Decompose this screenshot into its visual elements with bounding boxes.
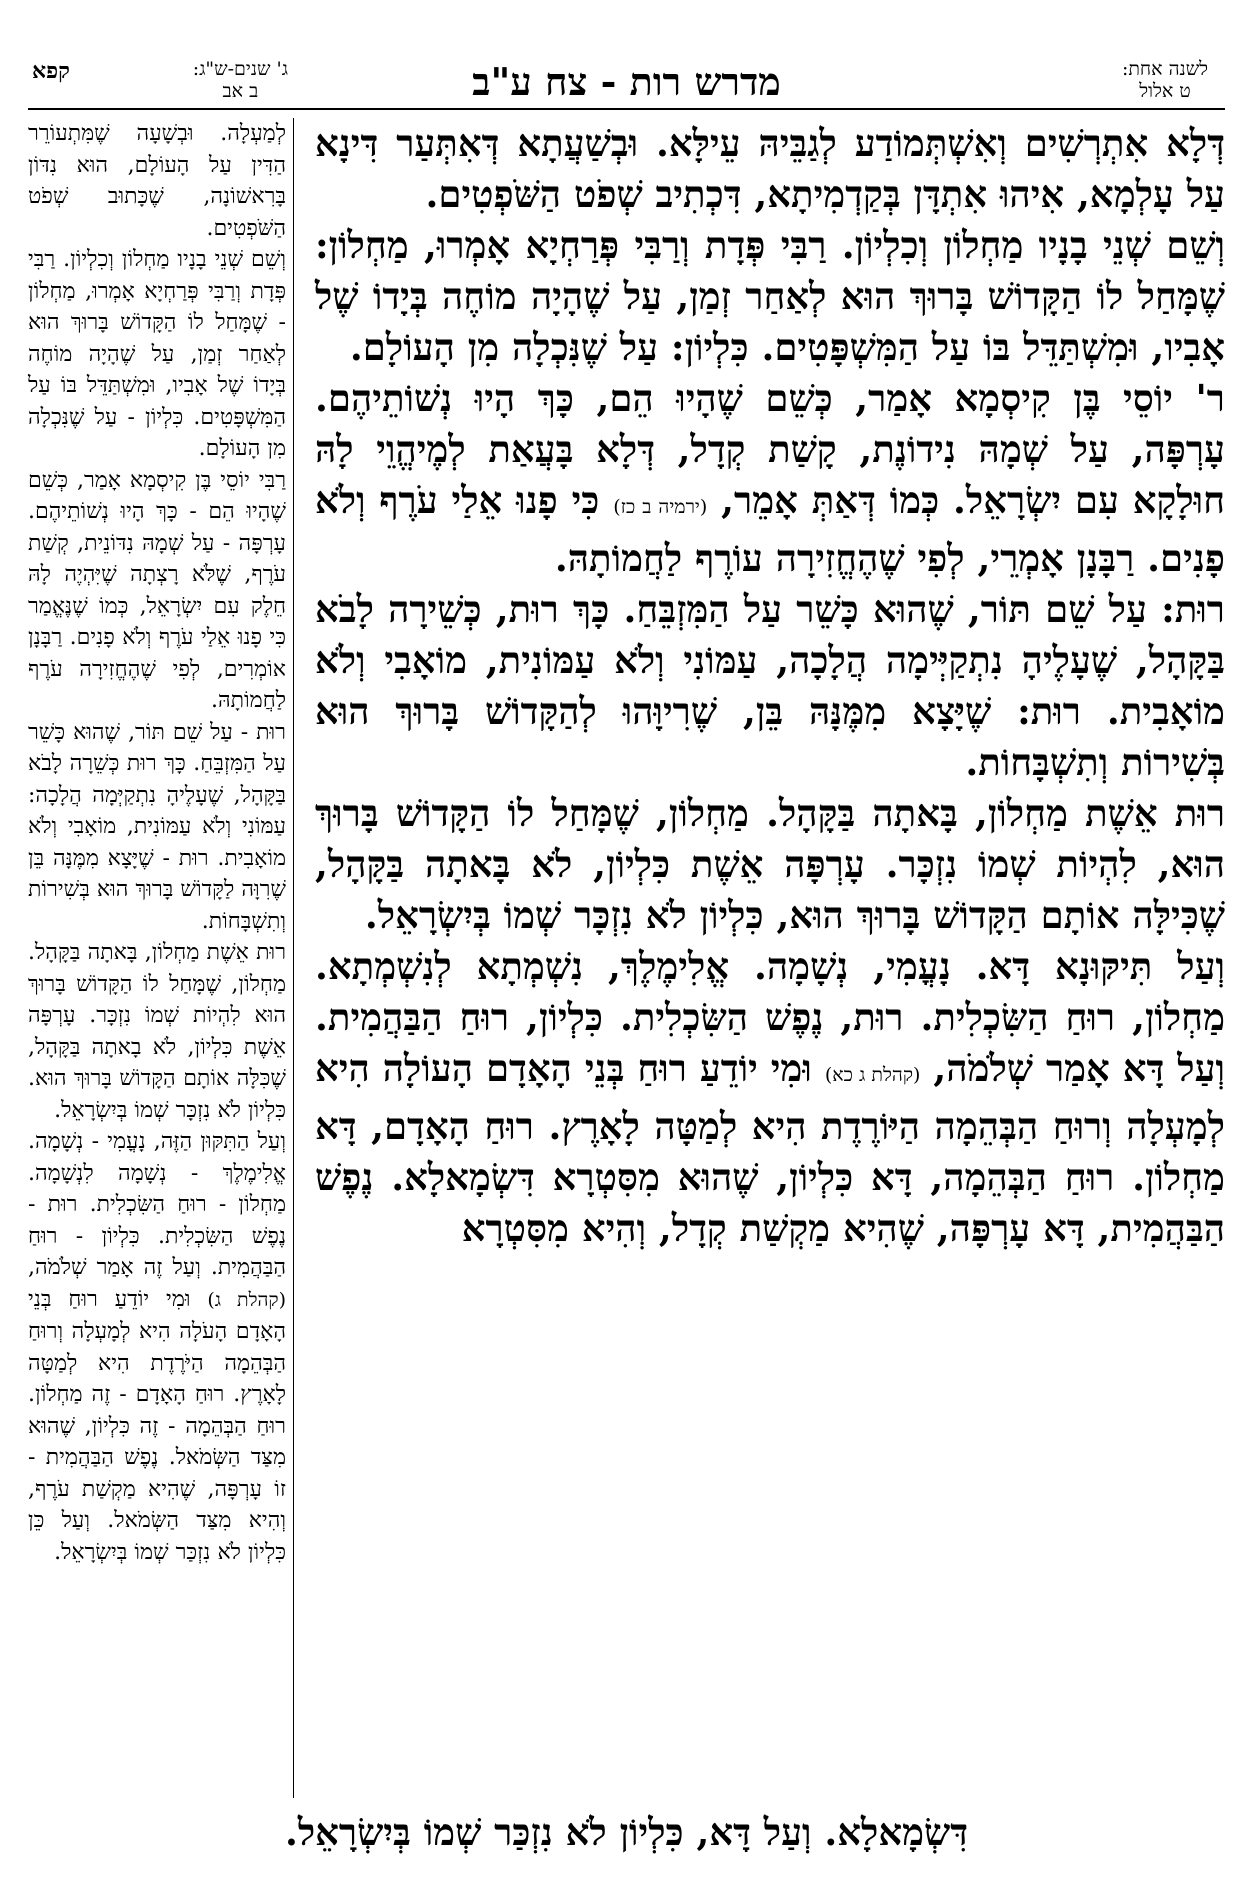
main-paragraph-3 (315, 373, 1225, 584)
main-paragraph-3-cont: כִּי פָנוּ אֵלַי עֹרֶף וְלֹא פָנִים. רַבָּנָן אָמְרֵי, לְפִי שֶׁהֶחֱזִירָה עוֹרֶף לַחֲמוֹתָהּ. (315, 478, 1225, 580)
main-paragraph-6-text: וְעַל תִּיקּוּנָא דָּא. נָעֳמִי, נְשָׁמָה. אֱלִימֶלֶךְ, נִשְׁמְתָא לְנִשְׁמְתָא. מַחְלוֹן, רוּחַ הַשִּׂכְלִית. רוּת, נֶפֶשׁ הַשִּׂכְלִית. כִּלְיוֹן, רוּחַ הַבַּהֲמִית. וְעַל דָּא אָמַר שְׁלֹמֹה, (315, 944, 1226, 1090)
main-paragraph-4: רוּת: עַל שֵׁם תּוֹר, שֶׁהוּא כָּשֵׁר עַל הַמִּזְבֵּחַ. כָּךְ רוּת, כְּשֵׁירָה לָבֹא בַּקָּהָל, שֶׁעָלֶיהָ נִתְקַיְּימָה הֲלָכָה, עַמּוֹנִי וְלֹא עַמּוֹנִית, מוֹאָבִי וְלֹא מוֹאָבִית. רוּת: שֶׁיָּצָא מִמֶּנָּהּ בֵּן, שֶׁרִיוָּהוּ לְהַקָּדוֹשׁ בָּרוּךְ הוּא בְּשִׁירוֹת וְתִשְׁבָּחוֹת. (315, 587, 1225, 784)
jeremiah-reference: (ירמיה ב כז) (613, 496, 708, 518)
column-separator (293, 118, 294, 1798)
three-year-cycle (193, 58, 288, 102)
side-paragraph-6 (28, 1126, 286, 1568)
page (28, 28, 1225, 1856)
main-paragraph-6 (315, 941, 1225, 1254)
main-paragraph-6-cont: וּמִי יוֹדֵעַ רוּחַ בְּנֵי הָאָדָם הָעוֹלָה הִיא לְמָעְלָה וְרוּחַ הַבְּהֵמָה הַיּוֹרֶדֶת הִיא לְמַטָּה לָאָרֶץ. רוּחַ הָאָדָם, דָּא מַחְלוֹן. רוּחַ הַבְּהֵמָה, דָּא כִּלְיוֹן, שֶׁהוּא מִסִּטְרָא דִּשְׂמָאלָא. נֶפֶשׁ הַבַּהֲמִית, דָּא עָרְפָּה, שֶׁהִיא מַקְשַׁת קְדָל, וְהִיא מִסִּטְרָא (315, 1046, 1225, 1250)
side-paragraph-6-text: וְעַל הַתִּקּוּן הַזֶּה, נָעֳמִי - נְשָׁמָה. אֱלִימֶלֶךְ - נְשָׁמָה לִנְשָׁמָה. מַחְלוֹן - רוּחַ הַשִּׂכְלִית. רוּת - נֶפֶשׁ הַשִּׂכְלִית. כִּלְיוֹן - רוּחַ הַבַּהֲמִית. וְעַל זֶה אָמַר שְׁלֹמֹה, (28, 1129, 286, 1280)
page-header (28, 28, 1225, 108)
header-rule (28, 108, 1225, 110)
side-paragraph-1: לְמַעְלָה. וּבְשָׁעָה שֶׁמִּתְעוֹרֵר הַדִּין עַל הָעוֹלָם, הוּא נִדּוֹן בָּרִאשׁוֹנָה, שֶׁכָּתוּב שְׁפֹט הַשֹּׁפְטִים. (28, 121, 286, 241)
one-year-cycle-date: ט אלול (1139, 80, 1191, 102)
three-year-cycle-label: ג' שנים-ש"ג: (192, 58, 288, 80)
header-left (28, 58, 288, 106)
side-paragraph-5: רוּת אֵשֶׁת מַחְלוֹן, בָּאתָה בַּקָּהָל. מַחְלוֹן, שֶׁמָּחַל לוֹ הַקָּדוֹשׁ בָּרוּךְ הוּא לִהְיוֹת שְׁמוֹ נִזְכָּר. עָרְפָּה אֵשֶׁת כִּלְיוֹן, לֹא בָאתָה בַּקָּהָל, שֶׁכִּלָּה אוֹתָם הַקָּדוֹשׁ בָּרוּךְ הוּא. כִּלְיוֹן לֹא נִזְכָּר שְׁמוֹ בְּיִשְׂרָאֵל. (28, 940, 286, 1123)
main-paragraph-3-text: ר' יוֹסֵי בֶּן קִיסְמָא אָמַר, כְּשֵׁם שֶׁהָיוּ הֵם, כָּךְ הָיוּ נְשׁוֹתֵיהֶם. עָרְפָּה, עַל שְׁמָהּ נִידוֹנֶת, קָשַׁת קְדָל, דְּלָא בָּעֲאַת לְמֶיהֱוֵי לָהּ חוּלָקָא עִם יִשְׂרָאֵל. כְּמוֹ דְּאַתְּ אָמֵר, (315, 376, 1226, 522)
side-paragraph-6-cont: וּמִי יוֹדֵעַ רוּחַ בְּנֵי הָאָדָם הָעֹלָה הִיא לְמָעְלָה וְרוּחַ הַבְּהֵמָה הַיֹּרֶדֶת הִיא לְמַטָּה לָאָרֶץ. רוּחַ הָאָדָם - זֶה מַחְלוֹן. רוּחַ הַבְּהֵמָה - זֶה כִּלְיוֹן, שֶׁהוּא מִצַּד הַשְּׂמֹאל. נֶפֶשׁ הַבַּהֲמִית - זוֹ עָרְפָּה, שֶׁהִיא מַקְשַׁת עֹרֶף, וְהִיא מִצַּד הַשְּׂמֹאל. וְעַל כֵּן כִּלְיוֹן לֹא נִזְכַּר שְׁמוֹ בְּיִשְׂרָאֵל. (28, 1286, 286, 1565)
side-paragraph-4: רוּת - עַל שֵׁם תּוֹר, שֶׁהוּא כָּשֵׁר עַל הַמִּזְבֵּחַ. כָּךְ רוּת כְּשֵׁרָה לָבֹא בַּקָּהָל, שֶׁעָלֶיהָ נִתְקַיְּמָה הֲלָכָה: עַמּוֹנִי וְלֹא עַמּוֹנִית, מוֹאָבִי וְלֹא מוֹאָבִית. רוּת - שֶׁיָּצָא מִמֶּנָּה בֵּן שֶׁרִוָּה לַקָּדוֹשׁ בָּרוּךְ הוּא בְּשִׁירוֹת וְתִשְׁבָּחוֹת. (28, 719, 286, 934)
main-paragraph-2: וְשֵׁם שְׁנֵי בָנָיו מַחְלוֹן וְכִלְיוֹן. רַבִּי פְּדָת וְרַבִּי פְּרַחְיָא אָמְרוּ, מַחְלוֹן: שֶׁמָּחַל לוֹ הַקָּדוֹשׁ בָּרוּךְ הוּא לְאַחַר זְמַן, עַל שֶׁהָיָה מוֹחֶה בְּיָדוֹ שֶׁל אָבִיו, וּמִשְׁתַּדֵּל בּוֹ עַל הַמִּשְׁפָּטִים. כִּלְיוֹן: עַל שֶׁנִּכְלָה מִן הָעוֹלָם. (315, 223, 1225, 369)
kohelet-reference: (קהלת ג כא) (824, 1064, 921, 1086)
page-number: קפא (32, 58, 70, 84)
main-paragraph-5: רוּת אֵשֶׁת מַחְלוֹן, בָּאתָה בַּקָּהָל. מַחְלוֹן, שֶׁמָּחַל לוֹ הַקָּדוֹשׁ בָּרוּךְ הוּא, לִהְיוֹת שְׁמוֹ נִזְכָּר. עָרְפָּה אֵשֶׁת כִּלְיוֹן, לֹא בָּאתָה בַּקָּהָל, שֶׁכִּילָּה אוֹתָם הַקָּדוֹשׁ בָּרוּךְ הוּא, כִּלְיוֹן לֹא נִזְכָּר שְׁמוֹ בְּיִשְׂרָאֵל. (315, 791, 1225, 937)
final-line: דִּשְׂמָאלָא. וְעַל דָּא, כִּלְיוֹן לֹא נִזְכַּר שְׁמוֹ בְּיִשְׂרָאֵל. (284, 1810, 969, 1854)
hebrew-translation-column (28, 118, 286, 1568)
three-year-cycle-date: ב אב (222, 80, 259, 102)
main-paragraph-1: דְּלָא אִתְרְשִׁים וְאִשְׁתְּמוֹדַע לְגַבֵּיהּ עֵילָּא. וּבְשַׁעֲתָא דְּאִתְּעַר דִּינָא עַל עָלְמָא, אִיהוּ אִתְדָּן בְּקַדְמִיתָא, דִּכְתִיב שְׁפֹט הַשֹּׁפְטִים. (315, 121, 1225, 216)
page-title: מדרש רות - צח ע"ב (472, 59, 781, 104)
side-kohelet-reference: (קהלת ג) (207, 1288, 286, 1311)
main-aramaic-column (315, 118, 1225, 1254)
one-year-cycle-label: לשנה אחת: (1121, 58, 1209, 80)
side-paragraph-2: וְשֵׁם שְׁנֵי בָנָיו מַחְלוֹן וְכִלְיוֹן. רַבִּי פְּדָת וְרַבִּי פְּרַחְיָא אָמְרוּ, מַחְלוֹן - שֶׁמָּחַל לוֹ הַקָּדוֹשׁ בָּרוּךְ הוּא לְאַחַר זְמַן, עַל שֶׁהָיָה מוֹחֶה בְּיָדוֹ שֶׁל אָבִיו, וּמִשְׁתַּדֵּל בּוֹ עַל הַמִּשְׁפָּטִים. כִּלְיוֹן - עַל שֶׁנִּכְלָה מִן הָעוֹלָם. (28, 247, 286, 461)
side-paragraph-3: רַבִּי יוֹסֵי בֶּן קִיסְמָא אָמַר, כְּשֵׁם שֶׁהָיוּ הֵם - כָּךְ הָיוּ נְשׁוֹתֵיהֶם. עָרְפָּה - עַל שְׁמָהּ נִדּוֹנֵית, קְשַׁת עֹרֶף, שֶׁלֹּא רָצְתָה שֶׁיִּהְיֶה לָהּ חֵלֶק עִם יִשְׂרָאֵל, כְּמוֹ שֶׁנֶּאֱמַר כִּי פָנוּ אֵלַי עֹרֶף וְלֹא פָנִים. רַבָּנָן אוֹמְרִים, לְפִי שֶׁהֶחֱזִירָה עֹרֶף לַחֲמוֹתָהּ. (28, 467, 286, 713)
